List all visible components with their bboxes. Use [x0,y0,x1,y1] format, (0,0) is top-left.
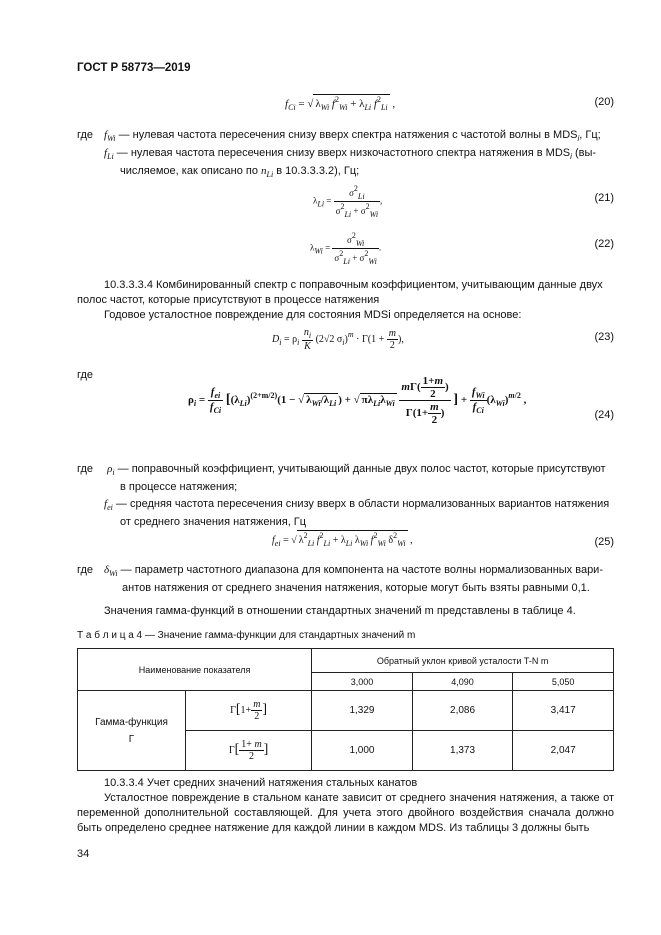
section-10-3-3-3-4 [77,278,614,323]
section-10-3-3-4 [77,776,614,836]
fwi-definition: — нулевая частота пересечения снизу вверх спектра натяжения с частотой волны в MDS [118,129,578,141]
annual-damage-line: Годовое усталостное повреждение для состояния MDSi определяется на основе: [104,309,522,321]
equation-number-20: (20) [594,96,614,108]
col-name-header: Наименование показателя [78,649,312,691]
definitions-block-1: где $f_{Wi}$ — нулевая частота пересечения снизу вверх спектра натяжения с частотой волны в $MDS_i$, Гц; $f_{Li}$ — нулевая частота пересечения снизу вверх низкочастотного спектра натяжения в $MDS_i$ (вы- числяемое, как описано по $n_{Li}$ в 10.3.3.3.2), Гц; [77,129,601,179]
fli-definition: — нулевая частота пересечения снизу вверх низкочастотного спектра натяжения в MDS [116,147,571,159]
equation-number-24: (24) [594,409,614,421]
table-cell: 1,373 [412,731,513,771]
table-4 [77,648,614,771]
where-label-2: где [77,369,94,381]
table-cell: 3,417 [513,691,614,731]
rho-definition: — поправочный коэффициент, учитывающий данные двух полос частот, которые присутствуют [117,463,606,475]
table-caption: Т а б л и ц а 4 — Значение гамма-функции для стандартных значений m [77,630,416,641]
table-cell: 2,086 [412,691,513,731]
m-value: 4,090 [412,673,513,691]
gamma-intro: Значения гамма-функций в отношении стандартных значений m представлены в таблице 4. [104,605,576,617]
m-value: 5,050 [513,673,614,691]
table-cell: 1,000 [312,731,413,771]
equation-number-25: (25) [594,536,614,548]
equation-number-22: (22) [594,238,614,250]
table-cell: 1,329 [312,691,413,731]
where-label: где [77,564,94,576]
section-heading-line1: 10.3.3.3.4 Комбинированный спектр с поправочным коэффициентом, учитывающим данные двух [104,279,603,291]
equation-23: $D_i = \rho_i$ $\frac{n_i}{K}$ (2√2 $\sigma_i)^m \cdot Г(1$ + $\frac{m}{2}$ ), [272,327,404,352]
section-heading-line2: полос частот, которые присутствуют в процессе натяжения [77,294,380,306]
table-cell: 2,047 [513,731,614,771]
equation-number-21: (21) [594,192,614,204]
where-label: где [77,463,94,475]
definitions-block-3: где $\delta_{Wi}$ — параметр частотного диапазона для компонента на частоте волны нормализованных вари- антов натяжения от среднего значения натяжения, которые могут быть взяты равными 0,1. [77,564,603,594]
equation-22: λWi = $\frac{\sigma 2Wi}{\sigma 2Li + \sigma 2Wi}$ . [310,231,382,266]
gamma-expression-1: Г[1+ $\frac{m}{2}$ ] [186,691,312,731]
section-heading: 10.3.3.4 Учет средних значений натяжения стальных канатов [104,777,418,789]
gamma-expression-2: Г[ $\frac{1+ m}{2}$ ] [186,731,312,771]
equation-21: λLi = $\frac{\sigma 2Li}{\sigma 2Li + \sigma 2Wi}$ , [313,184,383,219]
page-number: 34 [77,848,90,860]
row-label: Гамма-функция Г [78,691,186,771]
col-group-header: Обратный уклон кривой усталости T-N m [312,649,614,673]
fei-definition: — средняя частота пересечения снизу вверх в области нормализованных вариантов натяжения [115,498,610,510]
where-label: где [77,129,94,141]
section-paragraph: Усталостное повреждение в стальном канате зависит от среднего значения натяжения, а также от переменной дополнительной составляющей. Для учета этого двойного воздействия сначала должно быть определено среднее натяжение для каждой линии в каждом MDS. Из таблицы 3 должны быть [77,792,614,834]
definitions-block-2: где $\rho_i$ — поправочный коэффициент, учитывающий данные двух полос частот, которые присутствуют в процессе натяжения; $f_{ei}$ — средняя частота пересечения снизу вверх в области нормализованных вариантов натяжения от среднего значения натяжения, Гц [77,463,610,528]
delta-definition: — параметр частотного диапазона для компонента на частоте волны нормализованных вари- [120,564,603,576]
document-header: ГОСТ Р 58773—2019 [77,62,191,74]
equation-number-23: (23) [594,331,614,343]
equation-25: $f_{ei}$ = √ $\lambda^2_{Li}$ $f^2_{Li} + \lambda_{Li}$ $\lambda_{Wi}$ $f^2_{Wi}$ $\delta^2_{Wi}$ , [272,531,413,548]
equation-24: $\rho_i$ = $\frac{f_{ei}}{f_{Ci}}$ [$(\lambda_{Li})^{(2+m/2)}(1$ − √ $\lambda_{Wi}/\lambda_{Li}$ ) + √ $\pi\lambda_{Li}\lambda_{Wi}$ mГ( $\frac{1+m}{2}$ ) Г(1+ $\frac{m}{2}$ ) ] + $\frac{f_{Wi}}{f_{Ci}}$ $(\lambda_{Wi})^{m/2}$ , [188,375,527,426]
m-value: 3,000 [312,673,413,691]
equation-20: $f_{Ci}$ = √ $\lambda_{Wi}$ $f^2_{Wi} + \lambda_{Li}$ $f^2_{Li}$ , [285,95,396,112]
